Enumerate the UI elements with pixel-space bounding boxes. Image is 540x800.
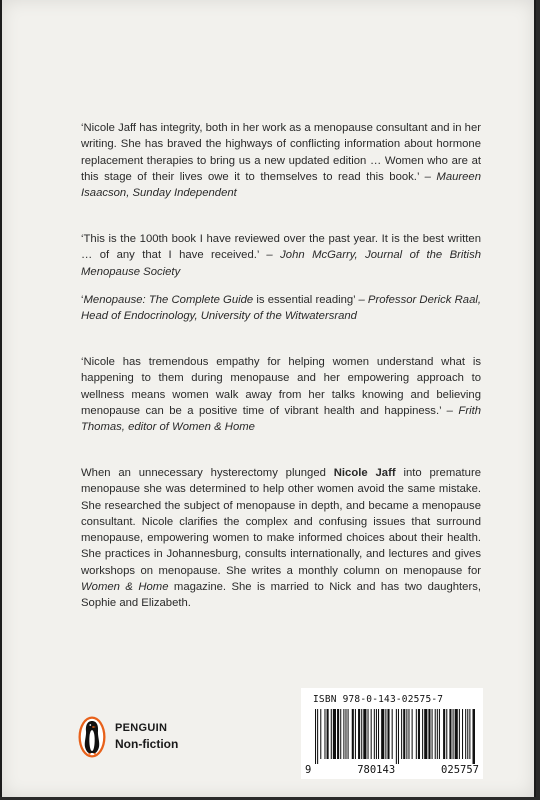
quote-text: is essential reading’: [253, 294, 359, 306]
barcode-bars: [315, 709, 475, 764]
quote-attribution: – Professor Derick Raal, Head of Endocrinology, University of the Witwatersrand: [81, 294, 481, 323]
quote-attribution: – Maureen Isaacson, Sunday Independent: [81, 170, 481, 200]
publisher-imprint: [115, 722, 178, 751]
review-quote-mcgarry: [81, 231, 481, 280]
magazine-name: Women & Home: [172, 421, 255, 434]
quote-text: ‘Nicole Jaff has integrity, both in her work as a menopause consultant and in her writing. She has braved the highways of conflicting information about hormone replacement therapies to bring us a new updated edition … Women who are at this stage of their lives owe it to themselves to read this book.’: [81, 122, 481, 183]
author-bio: When an unnecessary hysterectomy plunged Nicole Jaff into premature menopause she was determined to help other women avoid the same mistake. She researched the subject of menopause in depth, and became a menopause consultant. Nicole clarifies the complex and confusing issues that surround menopause, empowering women to make informed choices about their health. She practices in Johannesburg, consults internationally, and lectures and gives workshops on menopause. She writes a monthly column on menopause for Women & Home magazine. She is married to Nick and has two daughters, Sophie and Elizabeth.: [81, 467, 481, 610]
barcode-digits: [305, 764, 479, 776]
book-title: Menopause: The Complete Guide: [83, 294, 254, 306]
barcode-digits-left: 780143: [357, 764, 396, 776]
review-quote-isaacson: [81, 120, 481, 201]
author-name: Nicole Jaff: [333, 467, 396, 479]
quote-attribution: – Frith Thomas, editor of: [81, 404, 482, 434]
quote-text: ‘Nicole has tremendous empathy for helping women understand what is happening to them during menopause and her empowering approach to wellness means women walk away from her talks knowing and believing menopause can be a positive time of vibrant health and happiness.’: [81, 356, 481, 417]
review-quote-raal: ‘Menopause: The Complete Guide is essential reading’ – Professor Derick Raal, Head of Endocrinology, University of the Witwatersrand: [81, 294, 481, 323]
quote-text: ‘This is the 100th book I have reviewed over the past year. It is the best written … of any that I have received.’: [81, 233, 481, 262]
publisher-category: Non-fiction: [115, 737, 179, 751]
scan-edge-right: [536, 0, 540, 800]
barcode-digit-lead: 9: [305, 764, 312, 776]
quote-attribution: – John McGarry, Journal of the British Menopause Society: [81, 249, 482, 278]
isbn-label: ISBN 978-0-143-02575-7: [313, 694, 444, 705]
barcode-digits-right: 025757: [441, 764, 479, 776]
penguin-logo-icon: [78, 716, 106, 758]
review-quote-thomas: [81, 354, 481, 435]
barcode-panel: [301, 688, 483, 779]
publisher-name: PENGUIN: [115, 722, 168, 734]
magazine-name: Women & Home: [81, 581, 169, 594]
back-cover: [2, 0, 534, 797]
